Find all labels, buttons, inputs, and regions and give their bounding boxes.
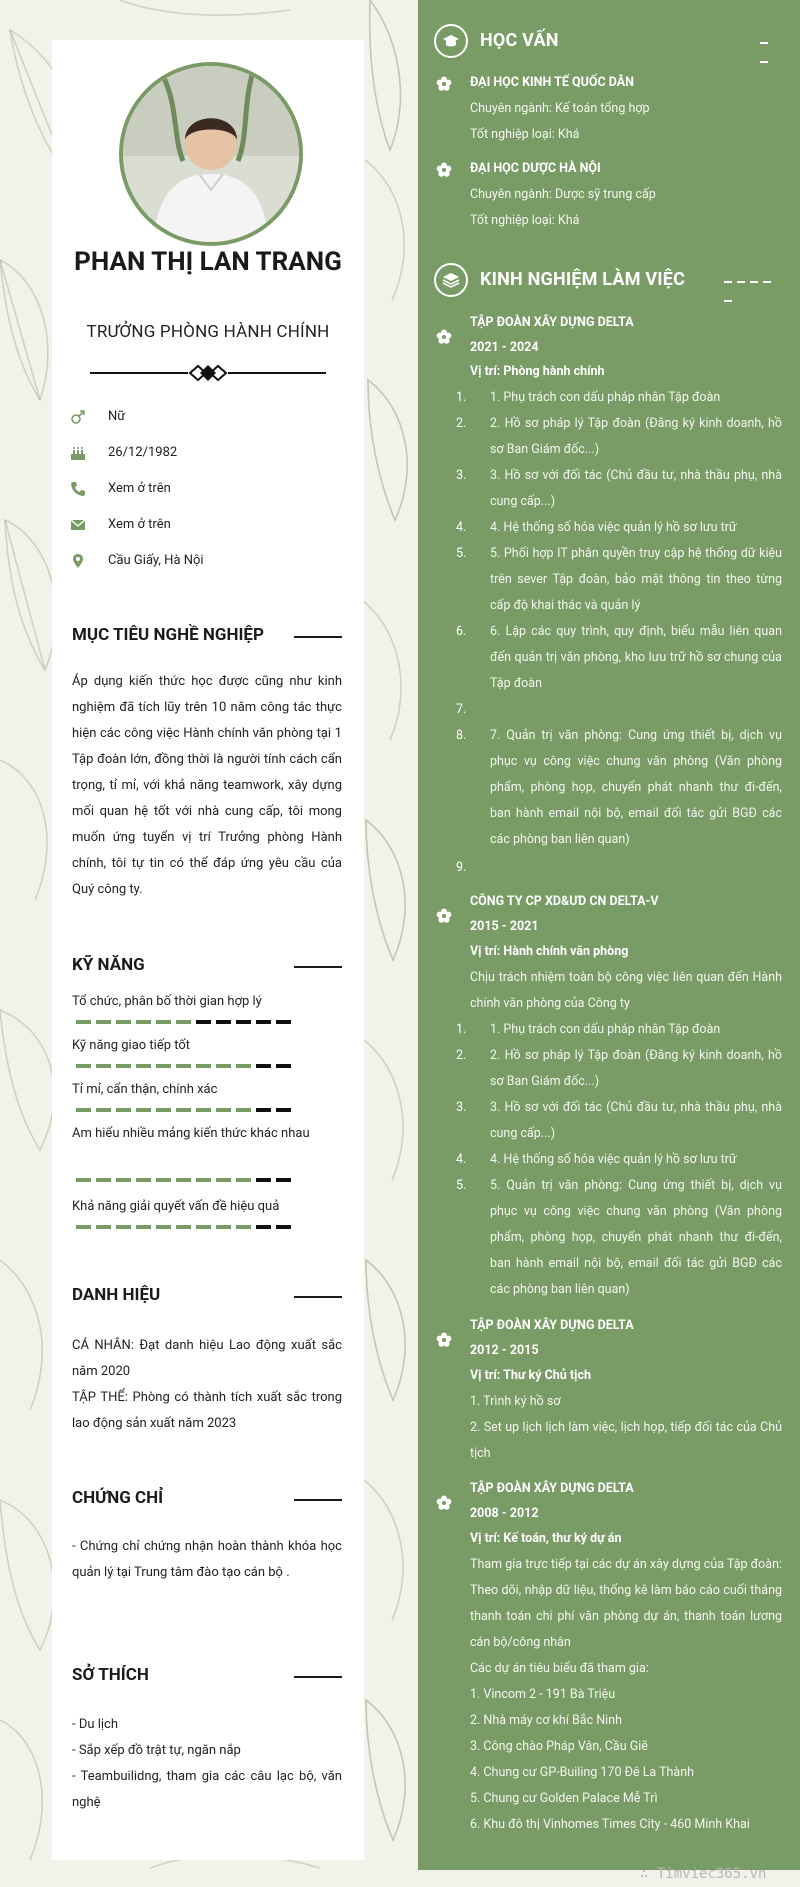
- skill-bar-segment: [196, 1020, 211, 1024]
- skills-heading: KỸ NĂNG: [72, 955, 145, 975]
- avatar: [119, 62, 303, 246]
- skill-bar-4: [76, 1178, 296, 1182]
- avatar-photo-placeholder: [123, 66, 299, 242]
- skill-bar-segment: [276, 1020, 291, 1024]
- job-4-line: Các dự án tiêu biểu đã tham gia:: [470, 1661, 649, 1676]
- education-heading-dashes: [760, 42, 784, 44]
- job-1-item: 3. Hồ sơ với đối tác (Chủ đầu tư, nhà thầu phụ, nhà cung cấp...): [490, 468, 782, 509]
- skill-bar-segment: [256, 1064, 271, 1068]
- skill-label-5: Khả năng giải quyết vấn đề hiệu quả: [72, 1199, 280, 1214]
- job-1-company: TẬP ĐOÀN XÂY DỰNG DELTA: [470, 315, 634, 330]
- skill-bar-segment: [236, 1108, 251, 1112]
- job-1-item: 7. Quản trị văn phòng: Cung ứng thiết bị, dịch vụ phục vụ công việc chung văn phòng (Văn phòng phẩm, phòng họp, chuyển phát nhanh thư đi-đến, ban hành email nội bộ, email đối tác gửi BGĐ các các phòng ban liên quan): [490, 728, 782, 847]
- school-2-major: Chuyên ngành: Dược sỹ trung cấp: [470, 187, 656, 202]
- job-2-number: 5.: [456, 1178, 467, 1193]
- skill-bar-segment: [196, 1064, 211, 1068]
- job-2-item: 5. Quản trị văn phòng: Cung ứng thiết bị, dịch vụ phục vụ công việc chung văn phòng (Văn phòng phẩm, phòng họp, chuyển phát nhanh thư đi-đến, ban hành email nội bộ, email đối tác gửi BGĐ các các phòng ban liên quan): [490, 1178, 782, 1297]
- skill-bar-segment: [136, 1064, 151, 1068]
- skill-bar-segment: [156, 1064, 171, 1068]
- skill-label-4: Am hiểu nhiều mảng kiến thức khác nhau: [72, 1126, 310, 1141]
- skill-bar-segment: [256, 1225, 271, 1229]
- skill-bar-segment: [96, 1178, 111, 1182]
- job-4-line: 4. Chung cư GP-Builing 170 Đê La Thành: [470, 1765, 695, 1780]
- objective-text: Áp dụng kiến thức học được cũng như kinh nghiệm đã tích lũy trên 10 năm công tác thực hiện các công việc Hành chính văn phòng tại 1 Tập đoàn lớn, đồng thời là người tính cách cẩn trọng, tỉ mỉ, với khả năng teamwork, xây dựng mối quan hệ tốt với nhà cung cấp, tôi mong muốn ứng tuyển vị trí Trưởng phòng Hành chính, tôi tự tin có thể đáp ứng yêu cầu của Quý công ty.: [72, 674, 342, 897]
- skill-bar-segment: [276, 1064, 291, 1068]
- skill-bar-segment: [196, 1178, 211, 1182]
- flower-bullet-icon: [436, 1495, 452, 1511]
- award-team: TẬP THỂ: Phòng có thành tích xuất sắc trong lao động sản xuất năm 2023: [72, 1390, 342, 1431]
- skill-bar-segment: [176, 1108, 191, 1112]
- job-1-period: 2021 - 2024: [470, 340, 539, 355]
- certificates-heading: CHỨNG CHỈ: [72, 1488, 164, 1508]
- job-2-item: 3. Hồ sơ với đối tác (Chủ đầu tư, nhà thầu phụ, nhà cung cấp...): [490, 1100, 782, 1141]
- job-1-number: 1.: [456, 390, 467, 405]
- skill-bar-segment: [196, 1225, 211, 1229]
- job-1-number: 8.: [456, 728, 467, 743]
- skill-bar-segment: [256, 1108, 271, 1112]
- job-1-number: 5.: [456, 546, 467, 561]
- education-icon-circle: [434, 24, 468, 58]
- job-2-item: 4. Hệ thống số hóa việc quản lý hồ sơ lưu trữ: [490, 1152, 737, 1167]
- job-4-line: 3. Công chào Pháp Vân, Cầu Giẽ: [470, 1739, 648, 1754]
- skill-bar-segment: [96, 1108, 111, 1112]
- skill-bar-segment: [276, 1225, 291, 1229]
- skill-bar-segment: [116, 1108, 131, 1112]
- job-1-position: Vị trí: Phòng hành chính: [470, 364, 605, 379]
- skill-bar-segment: [76, 1064, 91, 1068]
- school-1-grade: Tốt nghiệp loại: Khá: [470, 127, 580, 142]
- skill-bar-segment: [216, 1064, 231, 1068]
- skill-bar-segment: [216, 1225, 231, 1229]
- job-2-company: CÔNG TY CP XD&ƯD CN DELTA-V: [470, 894, 659, 909]
- job-1-item: 6. Lập các quy trình, quy định, biểu mẫu liên quan đến quản trị văn phòng, kho lưu trữ hồ sơ chung của Tập đoàn: [490, 624, 782, 691]
- skill-bar-segment: [216, 1178, 231, 1182]
- job-1-item: 5. Phối hợp IT phân quyền truy cập hệ thống dữ kiệu trên sever Tập đoàn, bảo mật thông tin theo từng cấp độ khai thác và quản lý: [490, 546, 782, 613]
- objective-heading-line: [294, 636, 342, 638]
- layers-stack-icon: [442, 271, 460, 289]
- skill-bar-3: [76, 1108, 296, 1112]
- gender-text: Nữ: [108, 409, 126, 424]
- award-individual: CÁ NHÂN: Đạt danh hiệu Lao động xuất sắc năm 2020: [72, 1338, 342, 1379]
- awards-heading: DANH HIỆU: [72, 1285, 161, 1305]
- job-title: TRƯỞNG PHÒNG HÀNH CHÍNH: [86, 322, 330, 342]
- skill-bar-segment: [116, 1020, 131, 1024]
- skills-heading-line: [294, 966, 342, 968]
- job-2-number: 2.: [456, 1048, 467, 1063]
- flower-bullet-icon: [436, 162, 452, 178]
- hobbies-heading: SỞ THÍCH: [72, 1665, 149, 1685]
- phone-icon: [70, 481, 86, 497]
- flower-bullet-icon: [436, 1332, 452, 1348]
- email-text[interactable]: Xem ở trên: [108, 517, 171, 532]
- skill-bar-segment: [136, 1225, 151, 1229]
- email-icon: [70, 517, 86, 533]
- job-2-number: 3.: [456, 1100, 467, 1115]
- job-1-number: 2.: [456, 416, 467, 431]
- skill-bar-segment: [236, 1020, 251, 1024]
- school-2-grade: Tốt nghiệp loại: Khá: [470, 213, 580, 228]
- hobbies-heading-line: [294, 1676, 342, 1678]
- job-3-line: 2. Set up lịch lịch làm việc, lịch họp, tiếp đối tác của Chủ tịch: [470, 1420, 782, 1461]
- left-profile-card: [52, 40, 364, 1860]
- name-divider-ornament: [90, 362, 326, 384]
- job-2-number: 4.: [456, 1152, 467, 1167]
- skill-bar-segment: [256, 1020, 271, 1024]
- job-2-position: Vị trí: Hành chính văn phòng: [470, 944, 629, 959]
- hobby-1: - Du lịch: [72, 1717, 119, 1732]
- objective-heading: MỤC TIÊU NGHỀ NGHIỆP: [72, 625, 264, 645]
- candidate-name: PHAN THỊ LAN TRANG: [74, 247, 342, 277]
- hobby-2: - Sắp xếp đồ trật tự, ngăn nắp: [72, 1743, 241, 1758]
- hobby-3: - Teambuilidng, tham gia các câu lạc bộ, văn nghệ: [72, 1769, 342, 1810]
- flower-bullet-icon: [436, 329, 452, 345]
- birthday-text: 26/12/1982: [108, 445, 178, 460]
- job-4-line: 6. Khu đô thị Vinhomes Times City - 460 Minh Khai: [470, 1817, 750, 1832]
- job-4-line: 5. Chung cư Golden Palace Mễ Trì: [470, 1791, 658, 1806]
- skill-bar-segment: [156, 1020, 171, 1024]
- skill-label-2: Kỹ năng giao tiếp tốt: [72, 1038, 191, 1053]
- skill-bar-segment: [76, 1020, 91, 1024]
- job-1-item: 2. Hồ sơ pháp lý Tập đoàn (Đăng ký kinh doanh, hồ sơ Ban Giám đốc...): [490, 416, 782, 457]
- skill-bar-segment: [176, 1178, 191, 1182]
- skill-bar-segment: [96, 1225, 111, 1229]
- skill-bar-segment: [276, 1108, 291, 1112]
- skill-bar-segment: [136, 1108, 151, 1112]
- skill-bar-segment: [236, 1064, 251, 1068]
- job-4-line: 1. Vincom 2 - 191 Bà Triệu: [470, 1687, 616, 1702]
- job-1-number: 9.: [456, 860, 467, 875]
- experience-header: [434, 263, 784, 301]
- skill-bar-segment: [176, 1225, 191, 1229]
- skill-bar-segment: [76, 1225, 91, 1229]
- job-2-item: 2. Hồ sơ pháp lý Tập đoàn (Đăng ký kinh doanh, hồ sơ Ban Giám đốc...): [490, 1048, 782, 1089]
- skill-bar-1: [76, 1020, 296, 1024]
- location-text: Cầu Giấy, Hà Nội: [108, 553, 204, 568]
- job-2-item: 1. Phụ trách con dấu pháp nhân Tập đoàn: [490, 1022, 721, 1037]
- job-1-number: 7.: [456, 702, 467, 717]
- certificate-text: - Chứng chỉ chứng nhận hoàn thành khóa học quản lý tại Trung tâm đào tạo cán bộ .: [72, 1539, 342, 1580]
- graduation-cap-icon: [442, 32, 460, 50]
- job-2-period: 2015 - 2021: [470, 919, 539, 934]
- job-4-line: 2. Nhà máy cơ khí Bắc Ninh: [470, 1713, 622, 1728]
- skill-bar-segment: [216, 1108, 231, 1112]
- skill-bar-5: [76, 1225, 296, 1229]
- skill-bar-segment: [216, 1020, 231, 1024]
- flower-bullet-icon: [436, 76, 452, 92]
- experience-icon-circle: [434, 263, 468, 297]
- skill-bar-segment: [176, 1064, 191, 1068]
- skill-bar-segment: [116, 1064, 131, 1068]
- job-1-item: 1. Phụ trách con dấu pháp nhân Tập đoàn: [490, 390, 721, 405]
- job-4-position: Vị trí: Kế toán, thư ký dự án: [470, 1531, 622, 1546]
- gender-icon: [70, 409, 86, 425]
- job-1-number: 4.: [456, 520, 467, 535]
- job-3-line: 1. Trình ký hồ sơ: [470, 1394, 561, 1409]
- skill-bar-segment: [136, 1020, 151, 1024]
- skill-bar-segment: [96, 1020, 111, 1024]
- job-4-intro: Tham gia trực tiếp tại các dự án xây dựng của Tập đoàn: Theo dõi, nhập dữ liệu, thống kê làm báo cáo cuối tháng thanh toán chi phí văn phòng dự án, thanh toán lương cán bộ/công nhân: [470, 1557, 782, 1650]
- skill-bar-segment: [176, 1020, 191, 1024]
- education-heading: HỌC VẤN: [480, 30, 559, 51]
- job-1-number: 6.: [456, 624, 467, 639]
- job-3-period: 2012 - 2015: [470, 1343, 539, 1358]
- skill-bar-segment: [156, 1225, 171, 1229]
- skill-bar-segment: [156, 1108, 171, 1112]
- skill-bar-segment: [76, 1178, 91, 1182]
- skill-bar-segment: [96, 1064, 111, 1068]
- job-1-item: 4. Hệ thống số hóa việc quản lý hồ sơ lưu trữ: [490, 520, 737, 535]
- job-1-number: 3.: [456, 468, 467, 483]
- awards-heading-line: [294, 1296, 342, 1298]
- skill-bar-segment: [276, 1178, 291, 1182]
- watermark: ∴ Timviec365.vn: [640, 1866, 767, 1882]
- school-1-name: ĐẠI HỌC KINH TẾ QUỐC DÂN: [470, 75, 634, 90]
- certificates-heading-line: [294, 1499, 342, 1501]
- skill-bar-segment: [76, 1108, 91, 1112]
- job-4-period: 2008 - 2012: [470, 1506, 539, 1521]
- experience-heading: KINH NGHIỆM LÀM VIỆC: [480, 269, 686, 290]
- skill-bar-segment: [136, 1178, 151, 1182]
- school-1-major: Chuyên ngành: Kế toán tổng hợp: [470, 101, 650, 116]
- skill-label-3: Tỉ mỉ, cẩn thận, chính xác: [72, 1082, 218, 1097]
- job-2-intro: Chịu trách nhiệm toàn bộ công việc liên quan đến Hành chính văn phòng của Công ty: [470, 970, 782, 1011]
- skill-bar-2: [76, 1064, 296, 1068]
- skill-bar-segment: [156, 1178, 171, 1182]
- skill-bar-segment: [196, 1108, 211, 1112]
- skill-label-1: Tổ chức, phân bố thời gian hợp lý: [72, 994, 262, 1009]
- skill-bar-segment: [116, 1225, 131, 1229]
- skill-bar-segment: [236, 1178, 251, 1182]
- school-2-name: ĐẠI HỌC DƯỢC HÀ NỘI: [470, 161, 601, 176]
- job-2-number: 1.: [456, 1022, 467, 1037]
- birthday-icon: [70, 445, 86, 461]
- skill-bar-segment: [256, 1178, 271, 1182]
- job-4-company: TẬP ĐOÀN XÂY DỰNG DELTA: [470, 1481, 634, 1496]
- flower-bullet-icon: [436, 908, 452, 924]
- skill-bar-segment: [236, 1225, 251, 1229]
- job-3-company: TẬP ĐOÀN XÂY DỰNG DELTA: [470, 1318, 634, 1333]
- phone-text[interactable]: Xem ở trên: [108, 481, 171, 496]
- skill-bar-segment: [116, 1178, 131, 1182]
- experience-heading-dashes: [724, 281, 784, 283]
- job-3-position: Vị trí: Thư ký Chủ tịch: [470, 1368, 591, 1383]
- education-header: [434, 24, 784, 62]
- location-icon: [70, 553, 86, 569]
